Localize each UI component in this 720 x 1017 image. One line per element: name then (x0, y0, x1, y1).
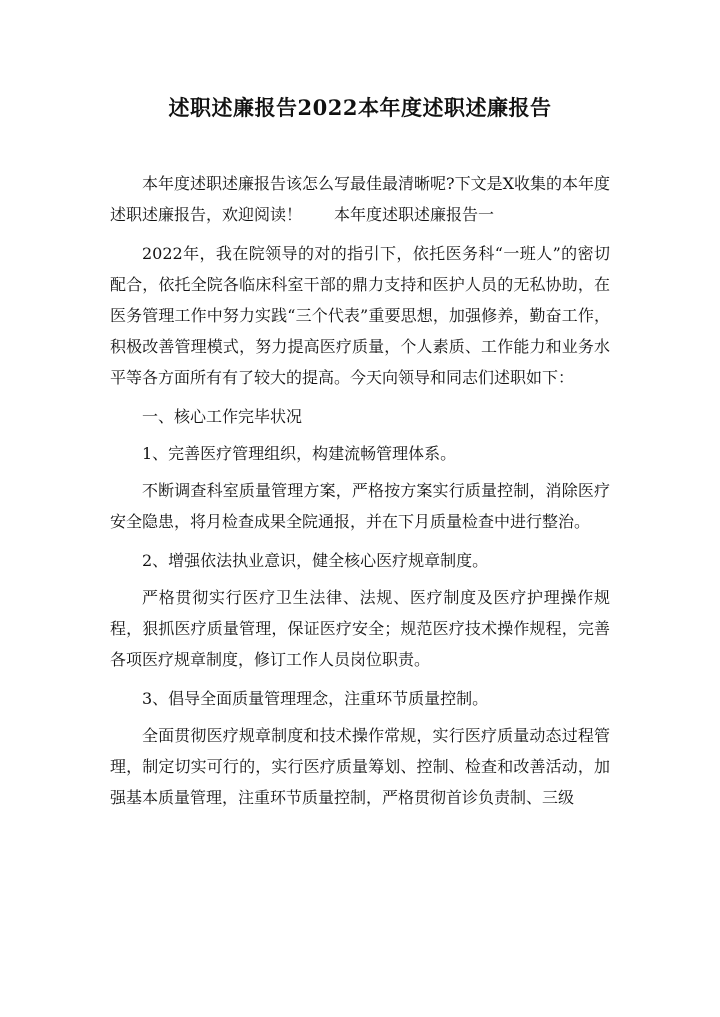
paragraph-2: 严格贯彻实行医疗卫生法律、法规、医疗制度及医疗护理操作规程，狠抓医疗质量管理，保证医疗安全；规范医疗技术操作规程，完善各项医疗规章制度，修订工作人员岗位职责。 (110, 588, 610, 669)
subheading-1: 1、完善医疗管理组织，构建流畅管理体系。 (142, 444, 457, 463)
document-body (110, 168, 610, 821)
paragraph-overview: 2022年，我在院领导的对的指引下，依托医务科“一班人”的密切配合，依托全院各临床科室干部的鼎力支持和医护人员的无私协助，在医务管理工作中努力实践“三个代表”重要思想，加强修养，勤奋工作，积极改善管理模式，努力提高医疗质量，个人素质、工作能力和业务水平等各方面所有有了较大的提高。今天向领导和同志们述职如下： (110, 244, 610, 387)
paragraph-3: 全面贯彻医疗规章制度和技术操作常规，实行医疗质量动态过程管理，制定切实可行的，实行医疗质量筹划、控制、检查和改善活动，加强基本质量管理，注重环节质量控制，严格贯彻首诊负责制、三级 (110, 726, 610, 807)
paragraph-1: 不断调查科室质量管理方案，严格按方案实行质量控制，消除医疗安全隐患，将月检查成果全院通报，并在下月质量检查中进行整治。 (110, 481, 610, 531)
subheading-3: 3、倡导全面质量管理理念，注重环节质量控制。 (142, 689, 489, 708)
paragraph-intro: 本年度述职述廉报告该怎么写最佳最清晰呢?下文是X收集的本年度述职述廉报告，欢迎阅读！ 本年度述职述廉报告一 (110, 174, 610, 224)
subheading-2: 2、增强依法执业意识，健全核心医疗规章制度。 (142, 551, 489, 570)
section-heading-core-work: 一、核心工作完毕状况 (142, 407, 303, 426)
document-title: 述职述廉报告2022本年度述职述廉报告 (168, 95, 552, 120)
